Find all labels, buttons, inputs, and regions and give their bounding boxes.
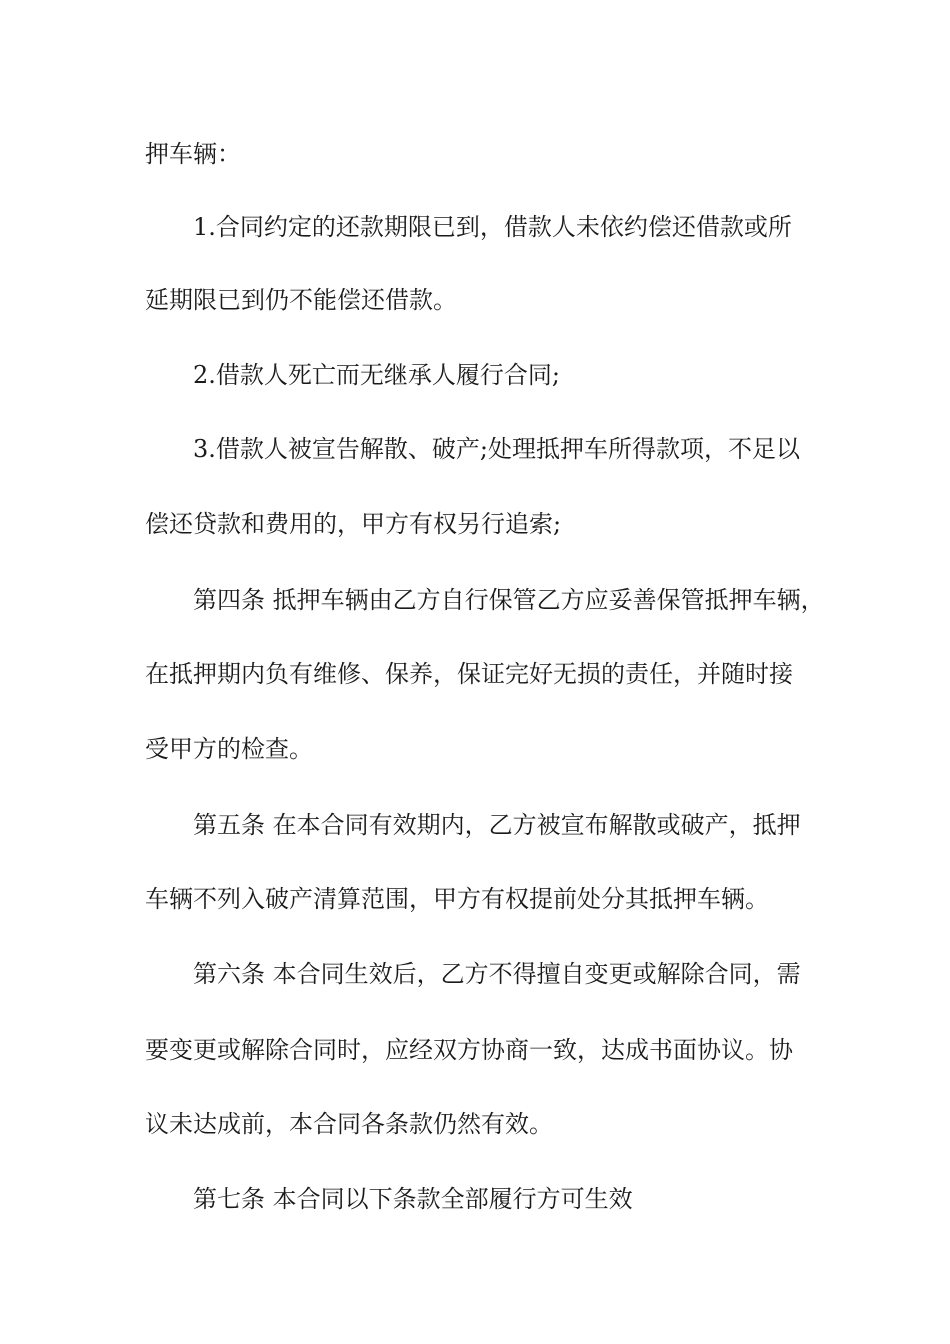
text-line-3: 延期限已到仍不能偿还借款。: [145, 286, 457, 314]
text-line-12: 第六条 本合同生效后，乙方不得擅自变更或解除合同，需: [193, 960, 801, 988]
text-line-6: 偿还贷款和费用的，甲方有权另行追索;: [145, 510, 562, 538]
text-line-4: 2.借款人死亡而无继承人履行合同;: [193, 361, 560, 389]
text-line-13: 要变更或解除合同时，应经双方协商一致，达成书面协议。协: [145, 1036, 793, 1064]
text-line-15: 第七条 本合同以下条款全部履行方可生效: [193, 1185, 633, 1213]
text-line-11: 车辆不列入破产清算范围，甲方有权提前处分其抵押车辆。: [145, 885, 769, 913]
text-line-8: 在抵押期内负有维修、保养，保证完好无损的责任，并随时接: [145, 660, 793, 688]
text-line-10: 第五条 在本合同有效期内，乙方被宣布解散或破产，抵押: [193, 811, 801, 839]
text-line-7: 第四条 抵押车辆由乙方自行保管乙方应妥善保管抵押车辆，: [193, 586, 825, 614]
text-line-9: 受甲方的检查。: [145, 735, 313, 763]
text-line-1: 押车辆：: [145, 140, 241, 168]
text-line-14: 议未达成前，本合同各条款仍然有效。: [145, 1110, 553, 1138]
text-line-5: 3.借款人被宣告解散、破产;处理抵押车所得款项，不足以: [193, 435, 800, 463]
text-line-2: 1.合同约定的还款期限已到，借款人未依约偿还借款或所: [193, 213, 792, 241]
